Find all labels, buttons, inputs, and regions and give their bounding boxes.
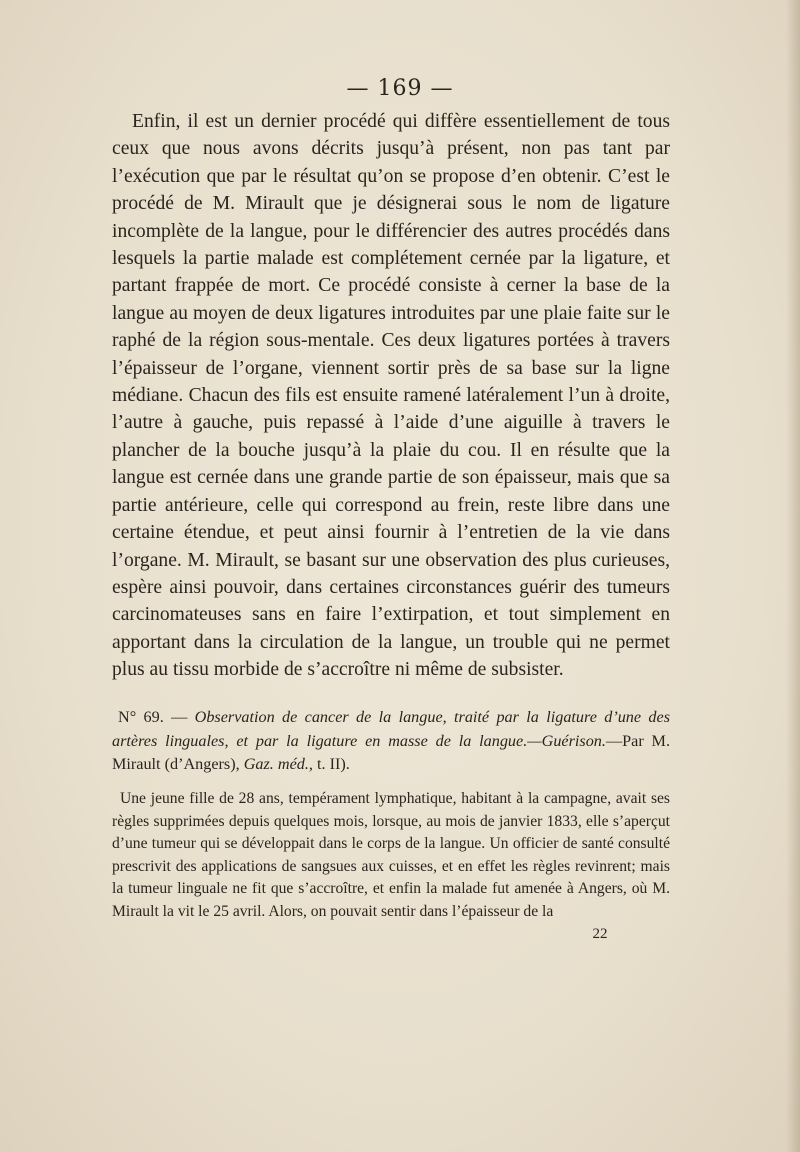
observation-source-volume: t. II). bbox=[317, 755, 350, 773]
page-number: — 169 — bbox=[346, 76, 454, 101]
signature-mark: 22 bbox=[592, 926, 608, 942]
main-paragraph: Enfin, il est un dernier procédé qui diffère essentiellement de tous ceux que nous avons décrits jusqu’à présent, non pas tant par l’exécution que par le résultat qu’on se propose d’en obtenir. C’est le procédé de M. Mirault que je désignerai sous le nom de ligature incomplète de la langue, pour le différencier des autres procédés dans lesquels la partie malade est complétement cernée par la ligature, et partant frappée de mort. Ce procédé consiste à cerner la base de la langue au moyen de deux ligatures introduites par une plaie faite sur le raphé de la région sous-mentale. Ces deux ligatures portées à travers l’épaisseur de l’organe, viennent sortir près de sa base sur la ligne médiane. Chacun des fils est ensuite ramené latéralement l’un à droite, l’autre à gauche, puis repassé à l’aide d’une aiguille à travers le plancher de la bouche jusqu’à la plaie du cou. Il en résulte que la langue est cernée dans une grande partie de son épaisseur, mais que sa partie antérieure, celle qui correspond au frein, reste libre dans une certaine étendue, et peut ainsi fournir à l’entretien de la vie dans l’organe. M. Mirault, se basant sur une observation des plus curieuses, espère ainsi pouvoir, dans certaines circonstances guérir des tumeurs carcinomateuses sans en faire l’extirpation, et tout simplement en apportant dans la circulation de la langue, un trouble qui ne permet plus au tissu morbide de s’accroître ni même de subsister. bbox=[112, 111, 670, 681]
page-edge-shadow bbox=[786, 0, 800, 1152]
observation-title: Observation de cancer de la langue, traité par la ligature d’une des artères linguales, et par la ligature en masse de la langue.—Guérison. bbox=[112, 708, 671, 750]
observation-header bbox=[112, 706, 670, 777]
observation-source: Gaz. méd., bbox=[243, 755, 313, 773]
observation-number: N° 69. — bbox=[118, 708, 188, 726]
observation-author: —Par M. Mirault (d’Angers), bbox=[112, 731, 670, 773]
observation-text: Une jeune fille de 28 ans, tempérament lymphatique, habitant à la campagne, avait ses règles supprimées depuis quelques mois, lorsque, au mois de janvier 1833, elle s’aperçut d’une tumeur qui se développait dans le corps de la langue. Un officier de santé consulté prescrivit des applications de sangsues aux cuisses, et en effet les règles revinrent; mais la tumeur linguale ne fit que s’accroître, et enfin la malade fut amenée à Angers, où M. Mirault la vit le 25 avril. Alors, on pouvait sentir dans l’épaisseur de la bbox=[112, 790, 670, 920]
